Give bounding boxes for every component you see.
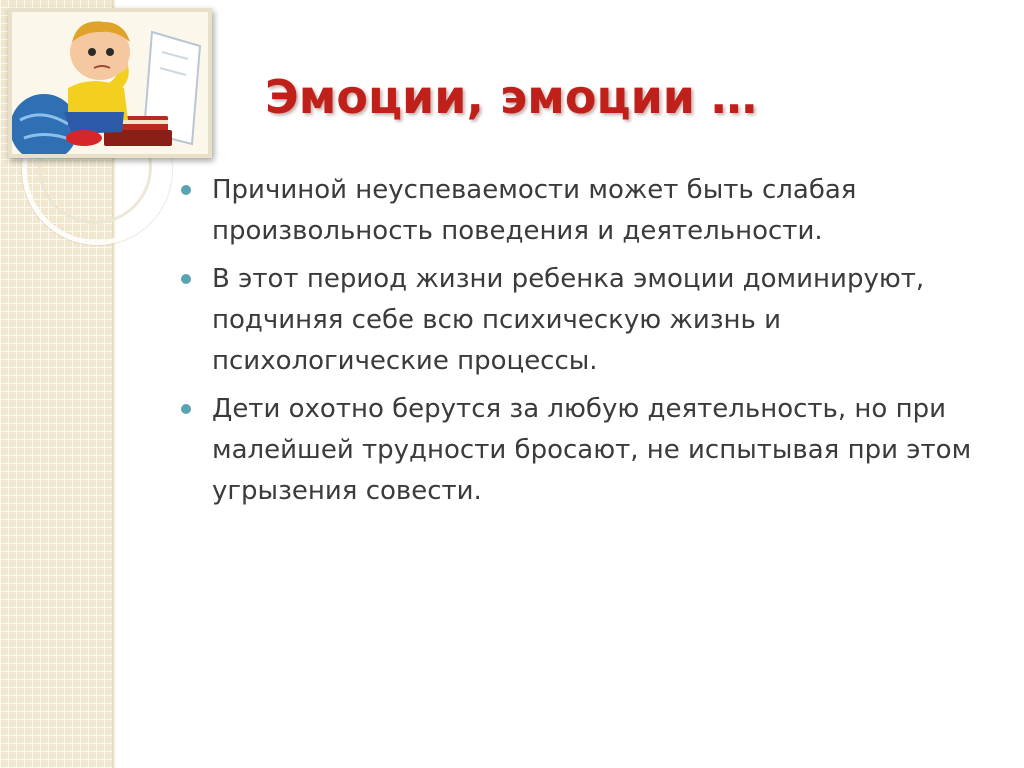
bullet-list [180,170,1000,519]
bullet-text: Дети охотно берутся за любую деятельность, но при малейшей трудности бросают, не испытывая при этом угрызения совести. [212,394,972,506]
bullet-item [180,389,1000,512]
bullet-text: Причиной неуспеваемости может быть слабая произвольность поведения и деятельности. [212,175,857,246]
illustration-graphic [12,12,208,154]
thinking-child-illustration [8,8,212,158]
bullet-text: В этот период жизни ребенка эмоции доминируют, подчиняя себе всю психическую жизнь и психологические процессы. [212,264,925,376]
bullet-dot-icon [181,185,191,195]
bullet-item [180,170,1000,252]
bullet-dot-icon [181,274,191,284]
bullet-item [180,259,1000,382]
slide-title: Эмоции, эмоции … [265,70,758,124]
bullet-dot-icon [181,404,191,414]
